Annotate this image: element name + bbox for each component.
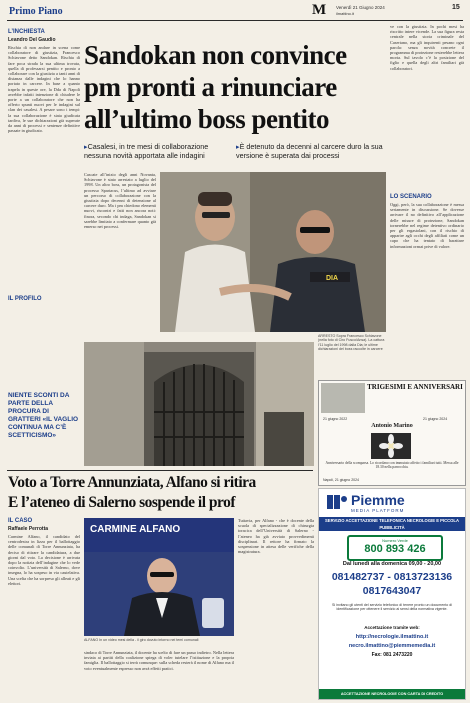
main-headline-line-1: Sandokan non convince (84, 40, 347, 70)
deck-right-arrow: ▸ (236, 142, 240, 151)
ad-fax: Fax: 081 2473220 (371, 652, 413, 658)
piemme-brand-sub: MEDIA PLATFORM (351, 508, 405, 513)
date-line: Venerdì 21 Giugno 2024 (336, 5, 385, 10)
deck-left-arrow: ▸ (84, 142, 88, 151)
kicker-scenario: LO SCENARIO (390, 194, 432, 200)
ad-phone-1[interactable]: 081482737 - 0813723136 (331, 571, 453, 583)
second-headline-line-2: E l’ateneo di Salerno sospende il prof (8, 494, 236, 511)
site-url: ilmattino.it (336, 11, 355, 16)
piemme-mark-icon (327, 495, 347, 509)
main-headline-line-3: all’ultimo boss pentito (84, 104, 330, 134)
kicker-inchiesta: L’INCHIESTA (8, 29, 45, 35)
ad-hours: Dal lunedì alla domenica 09,00 - 20,00 (342, 561, 442, 567)
byline-il-caso: Raffaele Perrotta (8, 526, 49, 532)
ad-footer-banner: ACCETTAZIONE NECROLOGIE CON CARTA DI CREDITO (319, 689, 465, 699)
signboard-text: CARMINE ALFANO (90, 524, 181, 535)
photo-caption-arrest: ARRESTO Sopra Francesco Schiavone (nella foto di Ciro Fusco/Ansa). La cattura l’11 luglio del 1998 dalla Dia; le ultime dichiarazioni del boss raccolte in carcere (318, 334, 385, 352)
masthead-rule (7, 20, 463, 21)
piemme-ad (318, 488, 466, 700)
ad-phone-2[interactable]: 0817643047 (362, 585, 422, 597)
kicker-profile: IL PROFILO (8, 296, 42, 302)
obit-date-right: 21 giugno 2024 (423, 417, 448, 421)
obit-flower-icon (371, 433, 411, 459)
obit-name: Antonio Marino (371, 423, 413, 429)
svg-text:DIA: DIA (326, 275, 339, 282)
piemme-logo-icon (327, 495, 347, 509)
section-title: Primo Piano (9, 6, 63, 17)
body-il-caso-mid: sindaco di Torre Annunziata, il docente ha scelto di fare un passo indietro. Nella lettera inviata ai partiti della coalizione spiega di voler tutelare l’istituzione e la propria famiglia. Il ballottaggio si terrà comunque: sulla scheda resterà il nome di Alfano ma il voto eventualmente espresso non avrà effetti pratici. (84, 650, 234, 671)
alfano-photo-caption: ALFANO In un video mesi della - il giro dovuto intorno nei temi comunali (84, 638, 199, 642)
body-middle: Cascate all’inizio degli anni Novanta, Schiavone è stato arrestato a luglio del 1998. Un altro boss, un protagonista del processo Spartacus, l’ultimo ad avviare un percorso di collaborazione con la giustizia dopo decenni di detenzione al carcere duro. Ma i pm chiedono elementi nuovi, riscontri e fatti non ancora noti: finora, secondo chi indaga, Sandokan si sarebbe limitato a confermare quanto già emerso nei processi. (84, 172, 156, 230)
alfano-photo (84, 518, 234, 636)
alfano-illustration (84, 518, 234, 636)
second-headline-line-1: Voto a Torre Annunziata, Alfano si ritira (8, 474, 256, 491)
green-number-label: Numero Verde (382, 538, 408, 543)
main-headline-line-2: pm pronti a rinunciare (84, 72, 337, 102)
obit-place-date: Napoli, 21 giugno 2024 (323, 478, 360, 482)
obit-title: TRIGESIMI E ANNIVERSARI (367, 383, 463, 391)
obit-text: Anniversario della scomparsa. Lo ricordano con immutato affetto i familiari tutti. Messa alle 18.30 nella parrocchia. (325, 461, 459, 470)
green-number-value[interactable]: 800 893 426 (364, 543, 426, 555)
green-number-box[interactable] (347, 535, 443, 561)
deck-right: ▸È detenuto da decenni al carcere duro la sua versione è superata dai processi (236, 142, 383, 160)
page-number: 15 (452, 4, 460, 11)
pullquote: NIENTE SCONTI DA PARTE DELLA PROCURA DI GRATTERI «IL VAGLIO CONTINUA MA C’È SCETTICISMO» (8, 392, 79, 439)
kicker-il-caso: IL CASO (8, 518, 33, 524)
building-illustration (84, 342, 314, 466)
masthead (0, 0, 470, 18)
body-inchiesta: Rischia di non andare in scena come collaboratore di giustizia, Francesco Schiavone detto Sandokan. Rischia di fare poca strada la sua ultima trovata, quella di professarsi pentito e pronto a collaborare con la giustizia a tanti anni di distanza dalle indagini che lo hanno portato in carcere. In base a quanto trapela in queste ore, la Dda di Napoli avrebbe infatti intenzione di chiudere le porte a un collaboratore che non ha offerto spunti nuovi per le indagini sul clan dei casalesi. A pesare sono i tempi: la sua collaborazione è stata giudicata tardiva, le sue dichiarazioni già superate da anni di processi e sentenze definitive passate in giudicato. (8, 45, 80, 134)
second-story-rule (7, 470, 313, 471)
body-scenario: Oggi, però, la sua collaborazione è messa seriamente in discussione. Se dovesse arrivare il no definitivo all’applicazione delle misure di protezione, Sandokan tornerebbe nel regime detentivo ordinario per gli ergastolani, con il rischio di apparire agli occhi degli affiliati come un capo che ha tentato di barattare informazioni ormai prive di valore. (390, 202, 464, 249)
obit-box (318, 380, 466, 486)
flower-icon (371, 433, 411, 459)
ad-note: Si invitano gli utenti del servizio telefonico di tenere pronto un documento di identificazione per ottenere il servizio ai sensi della normativa vigente. (331, 603, 453, 612)
photo-illustration (160, 172, 386, 332)
newspaper-logo: M (312, 2, 327, 18)
deck-left: ▸Casalesi, in tre mesi di collaborazione nessuna novità apportata alle indagini (84, 142, 209, 160)
body-right-top: ve con la giustizia. In pochi mesi ha riscritto intere vicende. La sua figura resta centrale nella storia criminale del Casertano, ma gli inquirenti pesano ogni parola: senza novità concrete il programma di protezione resterebbe lettera morta. Sul tavolo c’è la posizione del figlio e quella degli altri familiari già collaboratori. (390, 24, 464, 71)
piemme-service-banner: SERVIZIO ACCETTAZIONE TELEFONICA NECROLOGIE E PICCOLA PUBBLICITÀ (319, 517, 465, 531)
ad-email[interactable]: necro.ilmattino@piemmemedia.it (348, 643, 436, 649)
main-photo-arrest (160, 172, 386, 332)
building-photo (84, 342, 314, 466)
byline-inchiesta: Leandro Del Gaudio (8, 37, 56, 43)
body-il-caso-right: Tuttavia, per Alfano - che è docente della scuola di specializzazione di chirurgia toracica dell’Università di Salerno - l’ateneo ha già avviato provvedimenti disciplinari. Il rettore ha firmato la sospensione in attesa delle verifiche della magistratura. (238, 518, 314, 555)
obit-date-left: 21 giugno 2022 (323, 417, 348, 421)
ad-web-url[interactable]: http://necrologie.ilmattino.it (355, 634, 429, 640)
obit-image (321, 383, 365, 413)
body-il-caso-left: Carmine Alfano, il candidato del centrodestra in lizza per il ballottaggio delle comunali di Torre Annunziata, ha deciso di ritirare la candidatura, a due giorni dal voto. La decisione è arrivata dopo la notizia dell’indagine che lo vede coinvolto. L’università di Salerno, dove insegna, lo ha sospeso in via cautelativa. Una scelta che ha sorpreso gli alleati e gli elettori. (8, 534, 80, 586)
piemme-brand: Piemme (351, 492, 405, 508)
ad-web-label: Accettazione tramite web: (364, 625, 420, 630)
